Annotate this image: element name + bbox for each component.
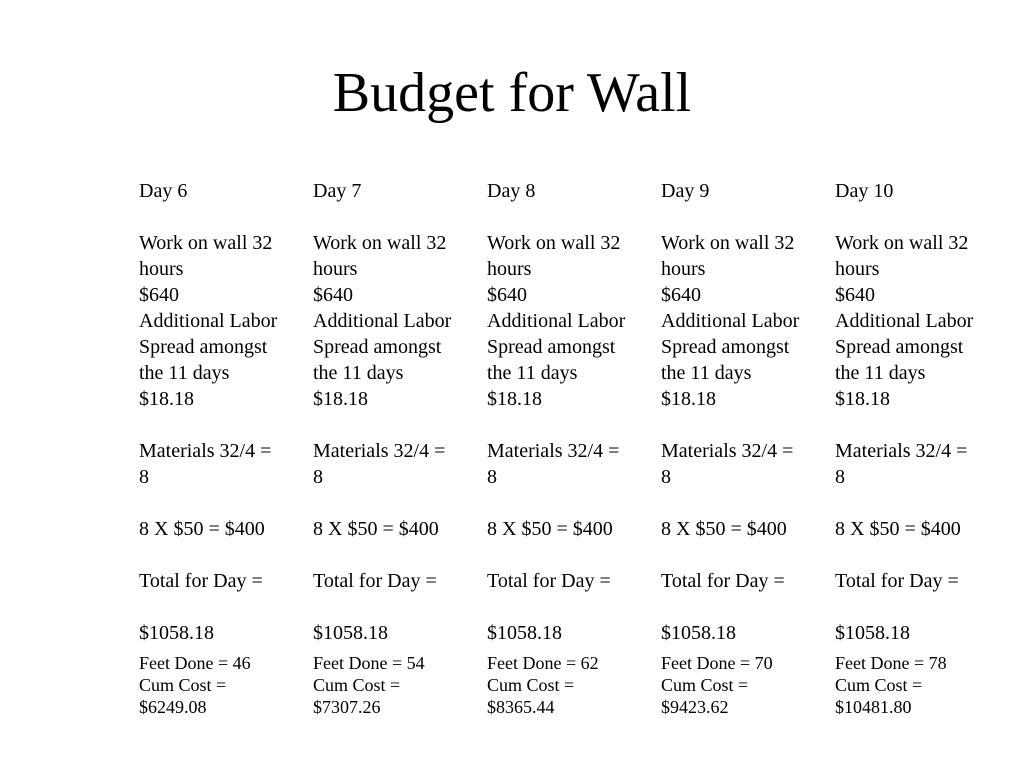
spacer [313, 542, 483, 568]
spacer [835, 542, 1005, 568]
day-column [139, 178, 309, 718]
total-label: Total for Day = [139, 570, 263, 592]
spacer [835, 204, 1005, 230]
additional-labor: Additional Labor [313, 310, 452, 332]
day-label: Day 8 [487, 180, 536, 202]
materials-line: Materials 32/4 = [835, 440, 968, 462]
spacer [487, 594, 657, 620]
cum-cost-label: Cum Cost = [139, 675, 227, 695]
cum-cost-label: Cum Cost = [835, 675, 923, 695]
spacer [661, 594, 831, 620]
additional-cost: $18.18 [139, 388, 194, 410]
page-title: Budget for Wall [332, 62, 692, 124]
spacer [661, 490, 831, 516]
spread-amongst: Spread amongst [661, 336, 790, 358]
total-value: $1058.18 [487, 622, 562, 644]
spacer [835, 412, 1005, 438]
total-label: Total for Day = [487, 570, 611, 592]
materials-calc: 8 X $50 = $400 [835, 518, 961, 540]
labor-cost: $640 [835, 284, 875, 306]
spacer [139, 204, 309, 230]
work-line: Work on wall 32 [313, 232, 447, 254]
labor-cost: $640 [139, 284, 179, 306]
day-column [313, 178, 483, 718]
additional-labor: Additional Labor [835, 310, 974, 332]
materials-count: 8 [313, 466, 323, 488]
day-label: Day 7 [313, 180, 362, 202]
materials-calc: 8 X $50 = $400 [487, 518, 613, 540]
materials-line: Materials 32/4 = [139, 440, 272, 462]
total-label: Total for Day = [661, 570, 785, 592]
cum-cost-value: $7307.26 [313, 697, 381, 717]
additional-labor: Additional Labor [487, 310, 626, 332]
work-line: Work on wall 32 [139, 232, 273, 254]
materials-line: Materials 32/4 = [487, 440, 620, 462]
additional-cost: $18.18 [835, 388, 890, 410]
spread-days: the 11 days [835, 362, 926, 384]
spacer [487, 412, 657, 438]
feet-done: Feet Done = 70 [661, 653, 773, 673]
total-value: $1058.18 [139, 622, 214, 644]
spread-amongst: Spread amongst [487, 336, 616, 358]
labor-cost: $640 [661, 284, 701, 306]
spacer [313, 204, 483, 230]
additional-cost: $18.18 [313, 388, 368, 410]
work-hours: hours [661, 258, 706, 280]
spacer [661, 542, 831, 568]
spacer [139, 412, 309, 438]
total-value: $1058.18 [661, 622, 736, 644]
spacer [835, 594, 1005, 620]
day-column [487, 178, 657, 718]
work-hours: hours [139, 258, 184, 280]
day-column [835, 178, 1005, 718]
cum-cost-label: Cum Cost = [313, 675, 401, 695]
feet-done: Feet Done = 62 [487, 653, 599, 673]
spread-days: the 11 days [313, 362, 404, 384]
materials-count: 8 [487, 466, 497, 488]
materials-calc: 8 X $50 = $400 [139, 518, 265, 540]
spacer [487, 204, 657, 230]
materials-calc: 8 X $50 = $400 [313, 518, 439, 540]
work-hours: hours [487, 258, 532, 280]
cum-cost-value: $8365.44 [487, 697, 555, 717]
day-column [661, 178, 831, 718]
spacer [835, 490, 1005, 516]
materials-line: Materials 32/4 = [313, 440, 446, 462]
work-line: Work on wall 32 [487, 232, 621, 254]
spread-amongst: Spread amongst [313, 336, 442, 358]
day-label: Day 9 [661, 180, 710, 202]
spacer [313, 412, 483, 438]
day-label: Day 10 [835, 180, 894, 202]
spread-days: the 11 days [139, 362, 230, 384]
spread-amongst: Spread amongst [835, 336, 964, 358]
spacer [313, 594, 483, 620]
spread-days: the 11 days [661, 362, 752, 384]
feet-done: Feet Done = 78 [835, 653, 947, 673]
spread-amongst: Spread amongst [139, 336, 268, 358]
materials-calc: 8 X $50 = $400 [661, 518, 787, 540]
feet-done: Feet Done = 54 [313, 653, 425, 673]
total-label: Total for Day = [835, 570, 959, 592]
day-label: Day 6 [139, 180, 188, 202]
cum-cost-value: $6249.08 [139, 697, 207, 717]
materials-count: 8 [835, 466, 845, 488]
additional-labor: Additional Labor [661, 310, 800, 332]
spacer [139, 542, 309, 568]
spacer [487, 490, 657, 516]
materials-count: 8 [139, 466, 149, 488]
spread-days: the 11 days [487, 362, 578, 384]
additional-labor: Additional Labor [139, 310, 278, 332]
spacer [487, 542, 657, 568]
work-line: Work on wall 32 [835, 232, 969, 254]
cum-cost-label: Cum Cost = [487, 675, 575, 695]
cum-cost-value: $10481.80 [835, 697, 912, 717]
total-label: Total for Day = [313, 570, 437, 592]
additional-cost: $18.18 [487, 388, 542, 410]
feet-done: Feet Done = 46 [139, 653, 251, 673]
cum-cost-label: Cum Cost = [661, 675, 749, 695]
work-hours: hours [313, 258, 358, 280]
additional-cost: $18.18 [661, 388, 716, 410]
spacer [139, 490, 309, 516]
labor-cost: $640 [313, 284, 353, 306]
work-hours: hours [835, 258, 880, 280]
work-line: Work on wall 32 [661, 232, 795, 254]
cum-cost-value: $9423.62 [661, 697, 729, 717]
day-columns [139, 178, 1014, 758]
spacer [139, 594, 309, 620]
spacer [313, 490, 483, 516]
materials-count: 8 [661, 466, 671, 488]
labor-cost: $640 [487, 284, 527, 306]
spacer [661, 204, 831, 230]
materials-line: Materials 32/4 = [661, 440, 794, 462]
total-value: $1058.18 [835, 622, 910, 644]
spacer [661, 412, 831, 438]
total-value: $1058.18 [313, 622, 388, 644]
